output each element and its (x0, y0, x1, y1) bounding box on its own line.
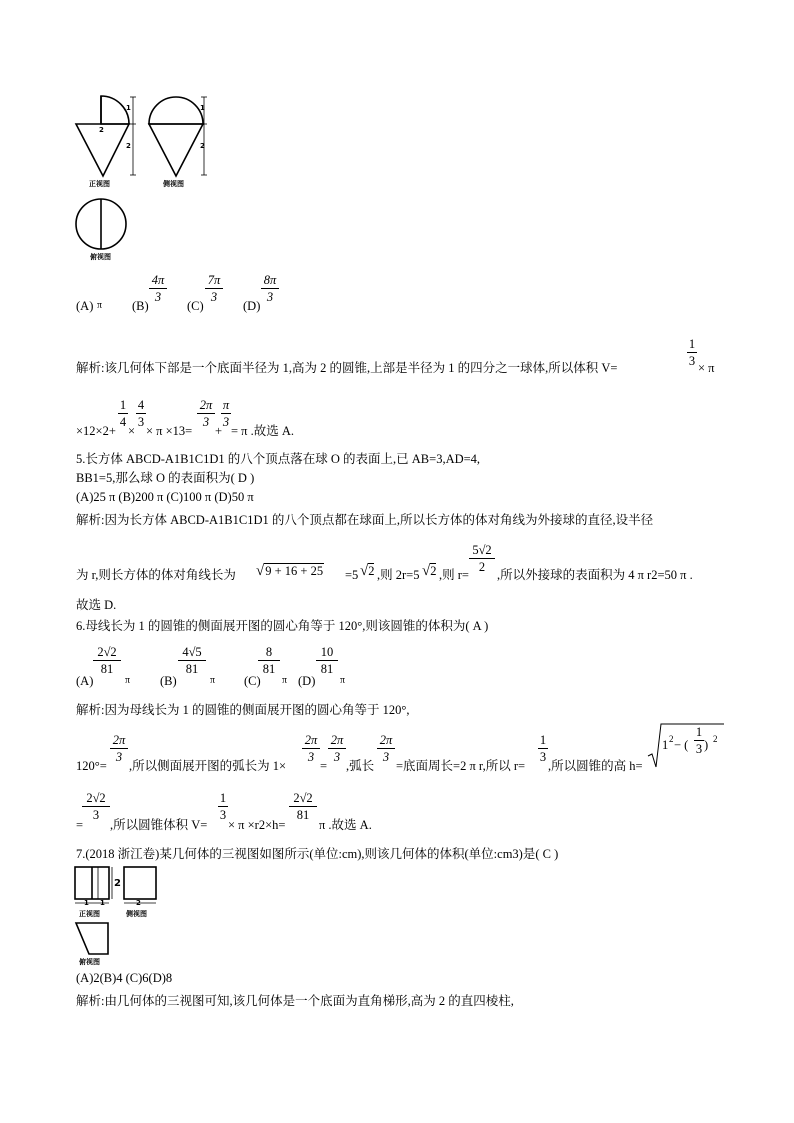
q5-solution-line3: 故选 D. (76, 598, 117, 612)
q6-option-c-fraction: 8 81 (258, 645, 280, 676)
q4-option-c-label: (C) (187, 299, 204, 313)
q4-solution-line2-b: × (128, 424, 136, 438)
side-view-drawing (148, 95, 218, 185)
q6-solution-line2-f: ,所以圆锥的高 h= (548, 759, 643, 773)
q4-option-a-label: (A) (76, 299, 94, 313)
q6-frac-2pi-3-b: 2π 3 (302, 733, 320, 764)
q6-option-a-label: (A) (76, 674, 94, 688)
side-dim-2: 2 (200, 142, 205, 150)
q4-solution-line1: 解析:该几何体下部是一个底面半径为 1,高为 2 的圆锥,上部是半径为 1 的四分之一球体,所以体积 V= (76, 361, 618, 375)
q5-sqrt-2a: √2 (360, 563, 375, 579)
q6-sqrt-exp2: 2 (713, 734, 718, 744)
q6-solution-line3-d: π .故选 A. (319, 818, 372, 832)
q4-option-d-fraction: 8π 3 (261, 273, 279, 304)
q6-option-d-label: (D) (298, 674, 316, 688)
q6-solution-line3-a: = (76, 818, 84, 832)
q7-top-view-drawing (75, 921, 115, 957)
q6-frac-volume: 2√2 81 (289, 791, 317, 822)
q7-options: (A)2(B)4 (C)6(D)8 (76, 971, 173, 985)
top-view-label: 俯视图 (90, 253, 111, 261)
q6-option-b-label: (B) (160, 674, 177, 688)
q6-option-c-pi: π (282, 675, 288, 686)
q6-sqrt-frac: 1 3 (695, 725, 703, 756)
q7-top-view-label: 俯视图 (79, 958, 100, 966)
q6-frac-h: 2√2 3 (82, 791, 110, 822)
q4-solution-frac1: 1 3 (688, 337, 696, 368)
q5-solution-line2-d: ,则 r= (439, 568, 469, 582)
q6-option-d-fraction: 10 81 (316, 645, 338, 676)
q4-option-c-fraction: 7π 3 (205, 273, 223, 304)
q6-solution-line2-c: = (320, 759, 328, 773)
q4-solution-frac-2pi-3: 2π 3 (197, 398, 215, 429)
q6-option-a-pi: π (125, 675, 131, 686)
front-dim-1: 1 (126, 104, 131, 112)
q6-option-b-pi: π (210, 675, 216, 686)
q4-solution-line2-c: × π ×13= (146, 424, 193, 438)
q4-solution-line1-end: × π (698, 361, 715, 375)
q5-sqrt-expression: √9 + 16 + 25 (256, 563, 324, 579)
q6-frac-2pi-3-d: 2π 3 (377, 733, 395, 764)
q7-side-view-label: 侧视图 (126, 910, 147, 918)
q5-solution-line2-b: =5 (345, 568, 359, 582)
q6-solution-line3-c: × π ×r2×h= (228, 818, 286, 832)
q4-solution-frac-pi-3: π 3 (222, 398, 230, 429)
q4-solution-frac-1-4: 1 4 (119, 398, 127, 429)
q7-front-view-label: 正视图 (79, 910, 100, 918)
q7-front-dim-1b: 1 (100, 899, 105, 907)
q6-sqrt-exp1: 2 (669, 734, 674, 744)
front-view-label: 正视图 (89, 180, 110, 188)
q6-stem: 6.母线长为 1 的圆锥的侧面展开图的圆心角等于 120°,则该圆锥的体积为( A ) (76, 619, 489, 633)
q6-solution-line2-a: 120°= (76, 759, 107, 773)
q6-frac-2pi-3-a: 2π 3 (110, 733, 128, 764)
q4-option-b-label: (B) (132, 299, 149, 313)
q5-solution-line1: 解析:因为长方体 ABCD-A1B1C1D1 的八个顶点都在球面上,所以长方体的体对角线为外接球的直径,设半径 (76, 513, 654, 527)
q6-option-d-pi: π (340, 675, 346, 686)
q6-solution-line2-e: =底面周长=2 π r,所以 r= (396, 759, 526, 773)
q5-options: (A)25 π (B)200 π (C)100 π (D)50 π (76, 490, 254, 504)
q4-solution-frac-4-3: 4 3 (137, 398, 145, 429)
q7-front-dim-1a: 1 (84, 899, 89, 907)
q6-solution-line1: 解析:因为母线长为 1 的圆锥的侧面展开图的圆心角等于 120°, (76, 703, 410, 717)
q4-solution-line2-e: = π .故选 A. (231, 424, 295, 438)
q6-sqrt-one: 1 (662, 738, 669, 752)
q6-sqrt-minus: − ( (674, 738, 689, 752)
q6-option-a-fraction: 2√2 81 (93, 645, 121, 676)
top-view-drawing (75, 198, 130, 253)
q6-option-c-label: (C) (244, 674, 261, 688)
q5-solution-line2-e: ,所以外接球的表面积为 4 π r2=50 π . (497, 568, 693, 582)
q7-front-dim-2: 2 (114, 878, 121, 889)
q7-solution: 解析:由几何体的三视图可知,该几何体是一个底面为直角梯形,高为 2 的直四棱柱, (76, 994, 514, 1008)
q5-solution-line2-a: 为 r,则长方体的体对角线长为 (76, 568, 236, 582)
q7-stem: 7.(2018 浙江卷)某几何体的三视图如图所示(单位:cm),则该几何体的体积(单位:cm3)是( C ) (76, 847, 559, 861)
q6-solution-line2-d: ,弧长 (346, 759, 375, 773)
front-dim-2: 2 (126, 142, 131, 150)
front-radius-dim: 2 (99, 126, 104, 134)
front-view-drawing (74, 95, 144, 185)
q6-sqrt-close: ) (704, 738, 709, 752)
q6-frac-1-3: 1 3 (219, 791, 227, 822)
q5-stem-line2: BB1=5,那么球 O 的表面积为( D ) (76, 471, 255, 485)
side-dim-1: 1 (200, 104, 205, 112)
q6-frac-r: 1 3 (539, 733, 547, 764)
q5-solution-frac-r: 5√2 2 (469, 543, 495, 574)
q4-option-a-value: π (97, 300, 103, 311)
q4-solution-line2-d: + (215, 424, 223, 438)
q6-solution-line3-b: ,所以圆锥体积 V= (110, 818, 208, 832)
q6-frac-2pi-3-c: 2π 3 (328, 733, 346, 764)
q5-stem-line1: 5.长方体 ABCD-A1B1C1D1 的八个顶点落在球 O 的表面上,已 AB=3,AD=4, (76, 452, 481, 466)
q6-solution-line2-b: ,所以侧面展开图的弧长为 1× (129, 759, 287, 773)
q7-side-view-drawing (123, 865, 163, 915)
q5-sqrt-2b: √2 (422, 563, 437, 579)
q4-solution-line2-a: ×12×2+ (76, 424, 116, 438)
q7-front-view-drawing (74, 865, 124, 915)
q7-side-dim-2: 2 (136, 899, 141, 907)
q4-option-b-fraction: 4π 3 (149, 273, 167, 304)
side-view-label: 侧视图 (163, 180, 184, 188)
q6-option-b-fraction: 4√5 81 (178, 645, 206, 676)
q5-solution-line2-c: ,则 2r=5 (377, 568, 420, 582)
q4-option-d-label: (D) (243, 299, 261, 313)
